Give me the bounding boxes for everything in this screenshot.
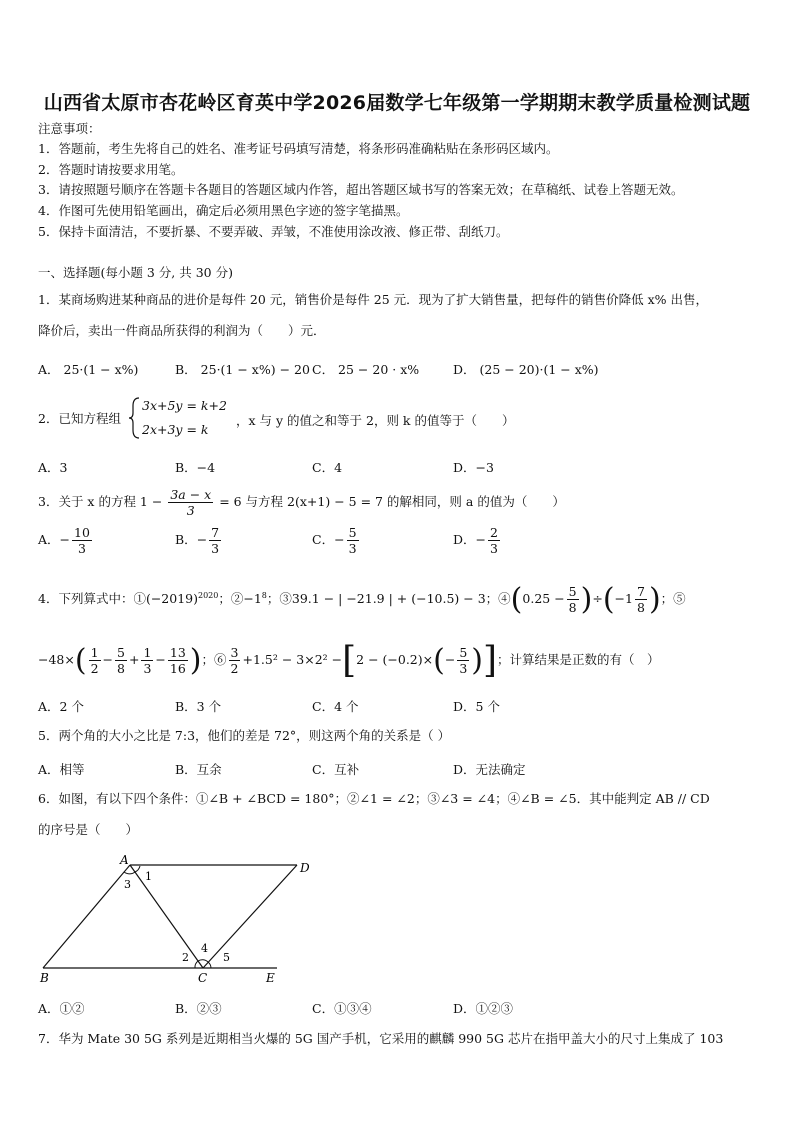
q6-option-a: A．①② bbox=[38, 1001, 85, 1016]
fraction bbox=[115, 645, 127, 676]
question-6-text: 6．如图，有以下四个条件：①∠B + ∠BCD = 180°；②∠1 = ∠2；③∠3 = ∠4；④∠B = ∠5．其中能判定 AB // CD bbox=[38, 791, 710, 806]
fraction-denominator: 3 bbox=[459, 661, 468, 676]
question-2-suffix: ，x 与 y 的值之和等于 2，则 k 的值等于（ ） bbox=[236, 413, 515, 428]
exponent: 8 bbox=[261, 590, 267, 600]
fraction bbox=[89, 645, 101, 676]
question-4-line2: −48×( $\frac{1}{2}$ − $\frac{5}{8}$ + $\frac{1}{3}$ − $\frac{13}{16}$ )；⑥ $\frac{3}{2}$ +1.5² − 3×2² −[2 − (−0.2)×(− $\frac{5}{3}$ )]；计算结果是正数的有（ ） bbox=[38, 640, 660, 681]
line-cd bbox=[203, 865, 297, 968]
fraction-numerator: 5 bbox=[117, 645, 125, 660]
fraction-numerator: 1 bbox=[143, 645, 152, 660]
minus-sign: − bbox=[475, 532, 487, 547]
q1-option-a: A． 25·(1 − x%) bbox=[38, 362, 139, 377]
question-3-text bbox=[38, 487, 565, 518]
fraction-denominator: 3 bbox=[143, 661, 152, 676]
fraction-denominator: 8 bbox=[568, 600, 577, 615]
question-5-text: 5．两个角的大小之比是 7:3，他们的差是 72°，则这两个角的关系是（ ） bbox=[38, 728, 451, 743]
section-heading: 一、选择题(每小题 3 分, 共 30 分) bbox=[38, 265, 233, 280]
fraction-numerator: 10 bbox=[74, 525, 90, 540]
fraction bbox=[72, 525, 92, 556]
angle-2-arc bbox=[195, 961, 198, 968]
fraction-numerator: 2 bbox=[490, 525, 498, 540]
angle-label-4: 4 bbox=[201, 942, 208, 955]
question-3-prefix: 3．关于 x 的方程 1 − bbox=[38, 494, 163, 509]
q4-text: ；计算结果是正数的有（ ） bbox=[497, 652, 660, 667]
q6-option-c: C．①③④ bbox=[312, 1001, 372, 1016]
q4-text: −1 bbox=[614, 591, 633, 606]
fraction-numerator: 7 bbox=[636, 584, 645, 599]
q3-option-d bbox=[453, 525, 502, 556]
fraction-numerator: 13 bbox=[169, 645, 186, 660]
q2-option-b: B．−4 bbox=[175, 460, 216, 475]
fraction-denominator: 3 bbox=[490, 541, 498, 556]
point-label-b: B bbox=[40, 971, 49, 985]
fraction bbox=[229, 645, 241, 676]
option-label: A． bbox=[38, 532, 60, 547]
angle-4-arc bbox=[198, 960, 208, 962]
option-label: B． bbox=[175, 532, 197, 547]
fraction-denominator: 3 bbox=[348, 541, 357, 556]
q4-option-a: A．2 个 bbox=[38, 699, 84, 714]
fraction bbox=[168, 645, 188, 676]
question-7-text: 7．华为 Mate 30 5G 系列是近期相当火爆的 5G 国产手机，它采用的麒麟 990 5G 芯片在指甲盖大小的尺寸上集成了 103 bbox=[38, 1031, 724, 1046]
fraction bbox=[635, 584, 647, 615]
notice-item: 1．答题前，考生先将自己的姓名、准考证号码填写清楚，将条形码准确粘贴在条形码区域内。 bbox=[38, 141, 559, 156]
fraction bbox=[567, 584, 579, 615]
exponent: 2020 bbox=[198, 590, 219, 600]
option-label: D． bbox=[453, 532, 476, 547]
notice-heading: 注意事项： bbox=[38, 121, 101, 136]
fraction-denominator: 2 bbox=[230, 661, 239, 676]
page-title: 山西省太原市杏花岭区育英中学2026届数学七年级第一学期期末教学质量检测试题 bbox=[43, 92, 751, 114]
q4-option-c: C．4 个 bbox=[312, 699, 359, 714]
fraction-numerator: 3a − x bbox=[170, 487, 212, 502]
q2-option-c: C．4 bbox=[312, 460, 343, 475]
q4-text: ；②−1 bbox=[218, 591, 262, 606]
angle-label-3: 3 bbox=[124, 878, 131, 891]
fraction bbox=[457, 645, 469, 676]
point-label-a: A bbox=[120, 853, 129, 867]
q5-option-b: B．互余 bbox=[175, 762, 222, 777]
q3-option-c bbox=[312, 525, 361, 556]
point-label-e: E bbox=[266, 971, 275, 985]
fraction-denominator: 2 bbox=[90, 661, 99, 676]
notice-item: 5．保持卡面清洁，不要折暴、不要弄破、弄皱，不准使用涂改液、修正带、刮纸刀。 bbox=[38, 224, 509, 239]
fraction-numerator: 5 bbox=[568, 584, 577, 599]
question-1-text-cont: 降价后，卖出一件商品所获得的利润为（ ）元． bbox=[38, 323, 326, 338]
q2-option-a: A．3 bbox=[38, 460, 68, 475]
q4-text: ÷ bbox=[592, 591, 603, 606]
fraction-denominator: 16 bbox=[169, 661, 186, 676]
q4-text: ；⑤ bbox=[660, 591, 686, 606]
q4-text: −48× bbox=[38, 652, 75, 667]
angle-3-arc bbox=[124, 872, 135, 874]
fraction-denominator: 8 bbox=[636, 600, 645, 615]
q4-option-b: B．3 个 bbox=[175, 699, 222, 714]
point-label-d: D bbox=[300, 861, 310, 875]
q5-option-c: C．互补 bbox=[312, 762, 360, 777]
question-3-middle: = 6 与方程 2(x+1) − 5 = 7 的解相同，则 a 的值为（ ） bbox=[219, 494, 565, 509]
minus-sign: − bbox=[59, 532, 71, 547]
q6-option-d: D．①②③ bbox=[453, 1001, 514, 1016]
angle-5-arc bbox=[208, 962, 211, 968]
option-label: C． bbox=[312, 532, 335, 547]
q4-text: 4．下列算式中：①(−2019) bbox=[38, 591, 198, 606]
fraction bbox=[488, 525, 500, 556]
angle-label-5: 5 bbox=[223, 951, 230, 964]
question-4-line1: 4．下列算式中：$①(-2019)^{2020}$；$②-1^8$；③39.1 − | −21.9 | + (−10.5) − 3；④(0.25 − $\frac{5}{8}$ )÷(−1 $\frac{7}{8}$ )；⑤ bbox=[38, 582, 686, 617]
angle-label-1: 1 bbox=[145, 870, 152, 883]
fraction-denominator: 8 bbox=[117, 661, 125, 676]
fraction bbox=[347, 525, 359, 556]
fraction bbox=[168, 487, 213, 518]
q4-text: 0.25 − bbox=[522, 591, 565, 606]
fraction-numerator: 5 bbox=[459, 645, 468, 660]
fraction-denominator: 3 bbox=[77, 541, 86, 556]
system-equation-1: 3x+5y = k+2 bbox=[142, 398, 227, 413]
angle-1-arc bbox=[135, 866, 140, 872]
system-brace bbox=[128, 396, 142, 440]
fraction-numerator: 7 bbox=[211, 525, 220, 540]
question-1-text: 1．某商场购进某种商品的进价是每件 20 元，销售价是每件 25 元．现为了扩大销售量，把每件的销售价降低 x% 出售， bbox=[38, 292, 709, 307]
q2-option-d: D．−3 bbox=[453, 460, 494, 475]
fraction bbox=[209, 525, 221, 556]
q4-option-d: D．5 个 bbox=[453, 699, 500, 714]
line-ac bbox=[130, 865, 203, 968]
q5-option-d: D．无法确定 bbox=[453, 762, 526, 777]
fraction bbox=[141, 645, 153, 676]
fraction-denominator: 3 bbox=[211, 541, 220, 556]
geometry-figure bbox=[30, 848, 310, 988]
q1-option-c: C． 25 − 20 · x% bbox=[312, 362, 420, 377]
fraction-numerator: 3 bbox=[230, 645, 239, 660]
fraction-numerator: 1 bbox=[90, 645, 99, 660]
notice-item: 4．作图可先使用铅笔画出，确定后必须用黑色字迹的签字笔描黑。 bbox=[38, 203, 409, 218]
fraction-numerator: 5 bbox=[348, 525, 357, 540]
question-2-prefix: 2．已知方程组 bbox=[38, 411, 121, 426]
system-equation-2: 2x+3y = k bbox=[142, 422, 209, 437]
q4-text: 2 − (−0.2)× bbox=[356, 652, 434, 667]
notice-item: 3．请按照题号顺序在答题卡各题目的答题区域内作答，超出答题区域书写的答案无效；在草稿纸、试卷上答题无效。 bbox=[38, 182, 684, 197]
notice-item: 2．答题时请按要求用笔。 bbox=[38, 162, 184, 177]
q5-option-a: A．相等 bbox=[38, 762, 85, 777]
q4-text: ；③39.1 − | −21.9 | + (−10.5) − 3；④ bbox=[266, 591, 511, 606]
q3-option-a bbox=[38, 525, 94, 556]
line-ab bbox=[43, 865, 130, 968]
q3-option-b bbox=[175, 525, 223, 556]
angle-label-2: 2 bbox=[182, 951, 189, 964]
minus-sign: − bbox=[196, 532, 208, 547]
q1-option-d: D． (25 − 20)·(1 − x%) bbox=[453, 362, 599, 377]
point-label-c: C bbox=[198, 971, 208, 985]
minus-sign: − bbox=[334, 532, 345, 547]
fraction-denominator: 3 bbox=[186, 503, 195, 518]
q6-option-b: B．②③ bbox=[175, 1001, 222, 1016]
q1-option-b: B． 25·(1 − x%) − 20 bbox=[175, 362, 310, 377]
q4-text: +1.5² − 3×2² − bbox=[242, 652, 343, 667]
q4-text: ；⑥ bbox=[201, 652, 227, 667]
question-6-text-cont: 的序号是（ ） bbox=[38, 822, 139, 837]
